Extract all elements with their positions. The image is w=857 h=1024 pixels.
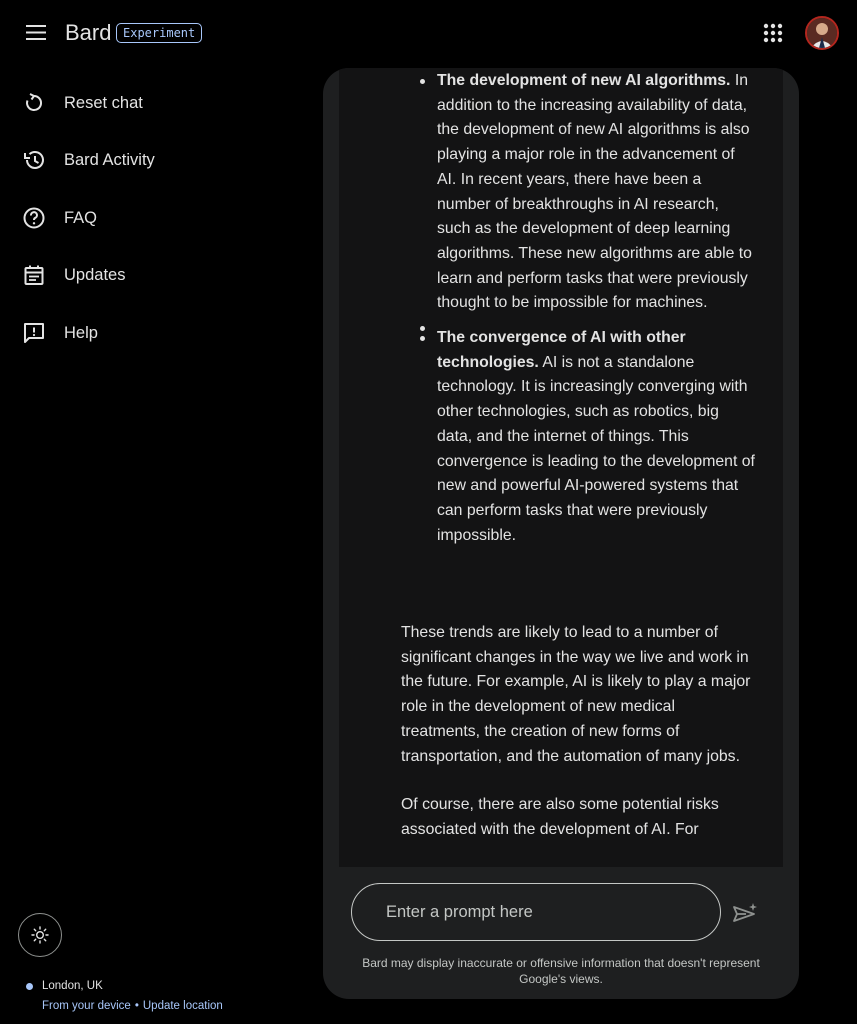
disclaimer-text: Bard may display inaccurate or offensive information that doesn't represent Google's views. xyxy=(362,956,760,986)
brand-name[interactable]: Bard xyxy=(65,20,112,45)
response-paragraph: Of course, there are also some potential risks associated with the development of AI. For xyxy=(401,796,719,838)
account-avatar[interactable] xyxy=(805,16,839,50)
avatar-photo-icon xyxy=(807,18,837,48)
location-name: London, UK xyxy=(42,980,103,992)
google-apps-button[interactable] xyxy=(760,20,786,46)
history-icon xyxy=(22,148,46,172)
send-button[interactable] xyxy=(730,898,760,928)
response-bullet-list xyxy=(400,69,755,548)
help-circle-icon xyxy=(22,206,46,230)
bullet-title: The convergence of AI with other technologies. xyxy=(437,329,686,371)
sidebar-item-label: FAQ xyxy=(64,209,98,227)
prompt-box[interactable] xyxy=(351,883,721,941)
sidebar-item-label: Bard Activity xyxy=(64,151,155,169)
calendar-icon xyxy=(22,263,46,287)
list-spacer xyxy=(400,316,755,326)
list-item xyxy=(400,326,755,548)
sun-icon xyxy=(31,926,49,944)
theme-toggle-button[interactable] xyxy=(18,913,62,957)
location-links xyxy=(42,998,223,1014)
sidebar-item-updates[interactable] xyxy=(0,250,300,300)
top-bar xyxy=(0,0,857,66)
sidebar-item-label: Reset chat xyxy=(64,94,143,112)
sidebar-item-label: Updates xyxy=(64,266,126,284)
sidebar-item-label: Help xyxy=(64,324,98,342)
sidebar-item-help[interactable] xyxy=(0,308,300,358)
bullet-title: The development of new AI algorithms. xyxy=(437,72,731,89)
response-scroll-area[interactable] xyxy=(339,68,783,867)
main-menu-button[interactable] xyxy=(22,18,52,48)
sidebar-item-bard-activity[interactable] xyxy=(0,135,300,185)
bullet-text: In addition to the increasing availability of data, the development of new AI algorithms is also playing a major role in the advancement of AI. In recent years, there have been a number of breakthroughs in AI research, such as the development of deep learning algorithms. These new algorithms are able to learn and perform tasks that were previously thought to be impossible for machines. xyxy=(437,72,752,312)
location-dot-icon xyxy=(26,983,33,990)
update-location-link[interactable]: Update location xyxy=(142,1000,223,1012)
experiment-badge: Experiment xyxy=(116,23,202,43)
location-separator: • xyxy=(134,1000,139,1012)
feedback-icon xyxy=(22,321,46,345)
response-paragraphs xyxy=(401,621,753,843)
location-source-link[interactable]: From your device xyxy=(42,1000,131,1012)
hamburger-icon xyxy=(26,25,48,41)
paragraph-spacer xyxy=(401,769,753,793)
response-paragraph: These trends are likely to lead to a number of significant changes in the way we live and work in the future. For example, AI is likely to play a major role in the development of new medical treatments, the creation of new forms of transportation, and the automation of many jobs. xyxy=(401,624,751,765)
send-icon xyxy=(730,898,760,928)
sidebar-item-reset-chat[interactable] xyxy=(0,78,300,128)
list-item xyxy=(400,69,755,316)
chat-panel xyxy=(323,68,799,999)
prompt-input[interactable] xyxy=(384,884,704,940)
apps-grid-icon xyxy=(760,20,786,46)
response-text xyxy=(400,69,755,548)
reset-icon xyxy=(22,91,46,115)
sidebar-item-faq[interactable] xyxy=(0,193,300,243)
bullet-text: AI is not a standalone technology. It is increasingly converging with other technologies, such as robotics, big data, and the internet of things. This convergence is leading to the development of new and powerful AI-powered systems that can perform tasks that were previously impossible. xyxy=(437,353,755,544)
